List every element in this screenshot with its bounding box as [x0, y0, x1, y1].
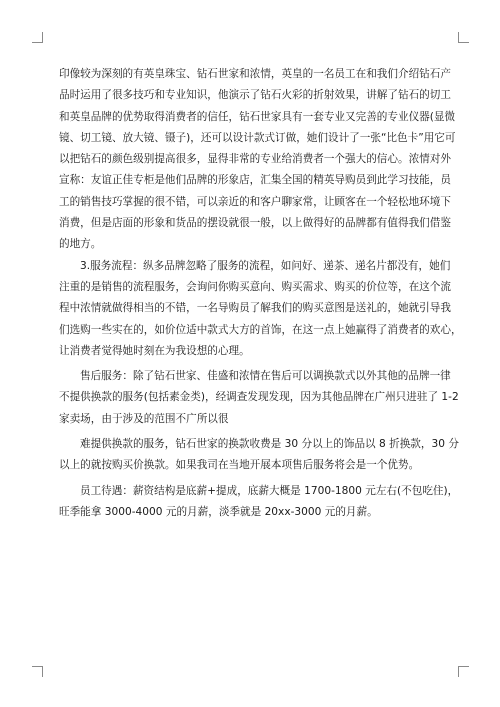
text-line: 以上的就按购买价换款。如果我司在当地开展本项售后服务将会是一个优势。: [59, 459, 420, 472]
text-line: 和英皇品牌的优势取得消费者的信任，钻石世家具有一套专业又完善的专业仪器(显微: [59, 110, 456, 123]
text-line: 品时运用了很多技巧和专业知识，他演示了钻石火彩的折射效果，讲解了钻石的切工: [59, 89, 451, 102]
crop-mark-top-left: [32, 32, 43, 43]
text-line: 让消费者觉得她时刻在为我设想的心理。: [59, 344, 250, 357]
document-body: [59, 64, 462, 523]
crop-mark-bottom-right: [458, 666, 469, 677]
text-line: 印像较为深刻的有英皇珠宝、钻石世家和浓情，英皇的一名员工在和我们介绍钻石产: [59, 68, 451, 80]
text-line: 宣称：友谊正佳专柜是他们品牌的形象店，汇集全国的精英导购员到此学习技能，员: [59, 174, 451, 187]
text-line: 售后服务：除了钻石世家、佳盛和浓情在售后可以调换款式以外其他的品牌一律: [80, 370, 451, 383]
text-line: 员工待遇：薪资结构是底薪+提成，底薪大概是 1700-1800 元左右(不包吃住)，: [80, 484, 459, 497]
text-line: 不提供换款的服务(包括素金类)，经调查发现发现，因为其他品牌在广州只进驻了 1-2: [59, 391, 459, 404]
text-line: 工的销售技巧掌握的很不错，可以亲近的和客户聊家常，让顾客在一个轻松地环境下: [59, 195, 451, 208]
text-line: 镜、切工镜、放大镜、镊子)，还可以设计款式订做，她们设计了一张“比色卡”用它可: [59, 131, 456, 144]
text-line: 难提供换款的服务，钻石世家的换款收费是 30 分以上的饰品以 8 折换款，30 分: [80, 438, 459, 451]
text-line: 旺季能拿 3000-4000 元的月薪，淡季就是 20xx-3000 元的月薪。: [59, 505, 378, 518]
text-line: 家卖场，由于涉及的范围不广所以很: [59, 412, 229, 425]
text-line: 注重的是销售的流程服务，会询问你购买意向、购买需求、购买的价位等，在这个流: [59, 280, 451, 293]
text-line: 们选购一些实在的，如价位适中款式大方的首饰，在这一点上她赢得了消费者的欢心，: [59, 323, 462, 336]
crop-mark-top-right: [458, 32, 469, 43]
text-line: 程中浓情就做得相当的不错，一名导购员了解我们的购买意图是送礼的，她就引导我: [59, 302, 451, 315]
text-line: 的地方。: [59, 238, 102, 251]
text-line: 消费，但是店面的形象和货品的摆设就很一般，以上做得好的品牌都有值得我们借鉴: [59, 217, 451, 230]
crop-mark-bottom-left: [32, 666, 43, 677]
text-line: 以把钻石的颜色级别提高很多，显得非常的专业给消费者一个强大的信心。浓情对外: [59, 153, 451, 166]
text-line: 3.服务流程：纵多品牌忽略了服务的流程，如问好、递茶、递名片都没有，她们: [80, 259, 451, 272]
